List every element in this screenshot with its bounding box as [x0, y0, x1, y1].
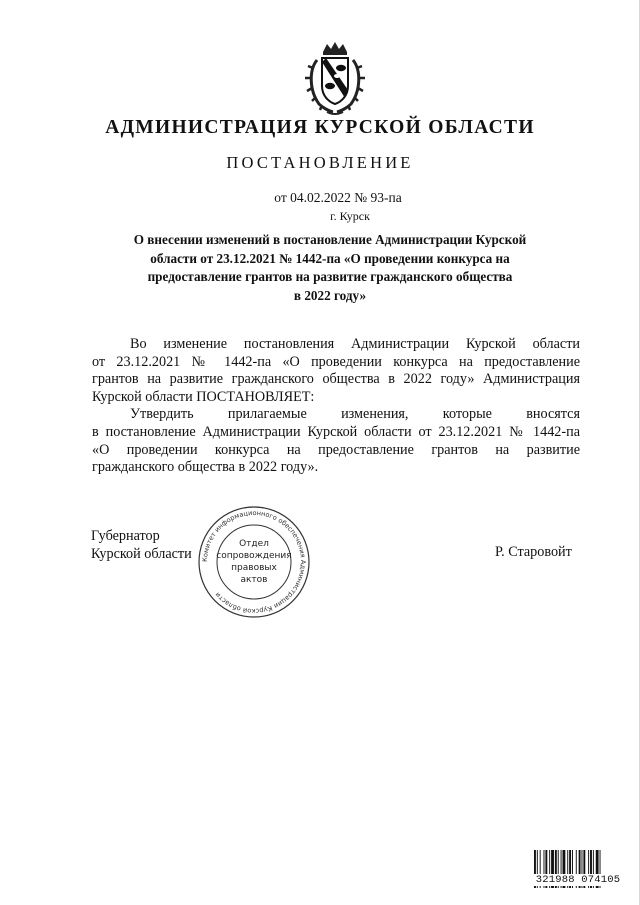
body-line: Курской области ПОСТАНОВЛЯЕТ:: [92, 388, 315, 405]
document-title: [100, 231, 560, 305]
title-line: предоставление грантов на развитие гражданского общества: [147, 269, 513, 284]
title-line: области от 23.12.2021 № 1442-па «О проведении конкурса на: [150, 250, 510, 266]
barcode-number: 321988 074105: [533, 874, 623, 886]
organization-name: АДМИНИСТРАЦИЯ КУРСКОЙ ОБЛАСТИ: [105, 117, 535, 138]
stamp-line: актов: [240, 575, 268, 585]
signatory-position-line: Губернатор: [91, 528, 160, 544]
stamp-line: Отдел: [239, 539, 269, 549]
body-line: гражданского общества в 2022 году».: [92, 459, 319, 476]
stamp-line: сопровождения: [216, 551, 292, 561]
signatory-name: Р. Старовойт: [495, 544, 572, 560]
document-type: ПОСТАНОВЛЕНИЕ: [226, 153, 414, 172]
document-date-number: от 04.02.2022 № 93-па: [274, 190, 402, 205]
stamp-seal: [196, 504, 312, 620]
body-line: грантов на развитие гражданского общества в 2022 году» Администрация: [92, 371, 580, 388]
body-line: Утвердить прилагаемые изменения, которые вносятся: [130, 406, 580, 423]
document-body: [92, 336, 580, 477]
document-city: г. Курск: [330, 209, 370, 223]
paragraph-approve: [92, 406, 580, 476]
signatory-position: [91, 527, 192, 563]
coat-of-arms-icon: [303, 40, 367, 116]
body-line: Во изменение постановления Администрации Курской области: [130, 336, 580, 352]
paragraph-resolution: [92, 336, 580, 406]
body-line: «О проведении конкурса на предоставление грантов на развитие: [92, 441, 580, 458]
signatory-position-line: Курской области: [91, 546, 192, 562]
body-line: в постановление Администрации Курской области от 23.12.2021 № 1442-па: [92, 423, 580, 440]
body-line: от 23.12.2021 № 1442-па «О проведении конкурса на предоставление: [92, 353, 580, 370]
title-line: О внесении изменений в постановление Администрации Курской: [133, 232, 527, 247]
title-line: в 2022 году»: [293, 287, 367, 303]
stamp-ring-text: Комитет информационного обеспечения Администрации Курской области: [200, 508, 308, 616]
stamp-line: правовых: [231, 563, 277, 573]
